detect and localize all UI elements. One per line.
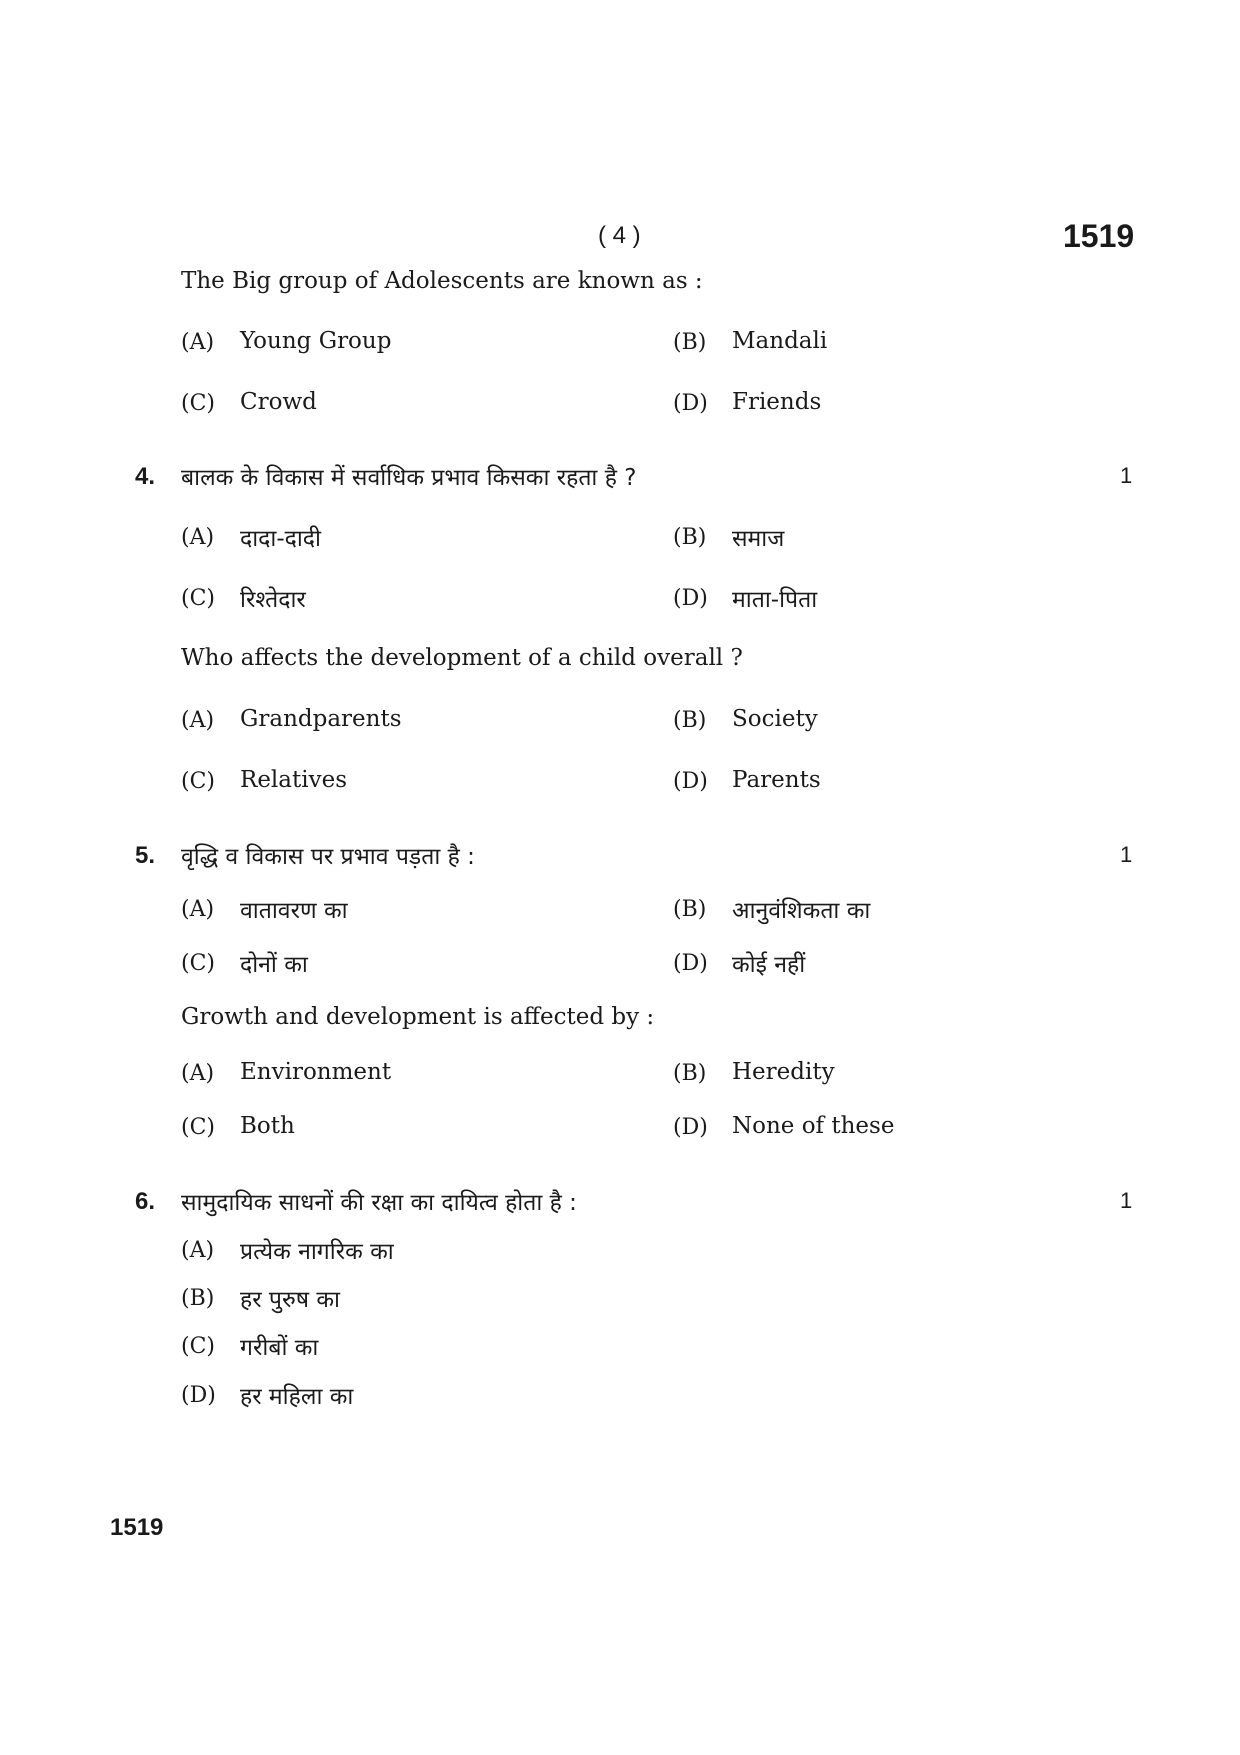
option-label: (D) [673, 586, 708, 611]
option-label: (A) [181, 525, 215, 550]
option-label: (C) [181, 391, 215, 416]
option-text: माता-पिता [732, 587, 818, 613]
option-text: दोनों का [240, 952, 308, 978]
option-label: (A) [181, 897, 215, 922]
option-text: आनुवंशिकता का [732, 898, 871, 924]
option-text: हर महिला का [240, 1384, 354, 1410]
option-label: (B) [673, 1061, 707, 1086]
option-label: (B) [181, 1286, 215, 1311]
q4-question-en: Who affects the development of a child overall ? [181, 645, 743, 671]
option-text: प्रत्येक नागरिक का [240, 1239, 394, 1265]
option-text: गरीबों का [240, 1335, 319, 1361]
q4-question-hi: बालक के विकास में सर्वाधिक प्रभाव किसका रहता है ? [181, 465, 637, 491]
option-text: Mandali [732, 328, 828, 354]
option-label: (D) [673, 951, 708, 976]
option-label: (C) [181, 769, 215, 794]
option-label: (D) [673, 391, 708, 416]
option-text: None of these [732, 1113, 895, 1139]
q3-question-en: The Big group of Adolescents are known as : [181, 268, 703, 294]
option-label: (A) [181, 708, 215, 733]
question-number: 6. [135, 1188, 156, 1215]
option-label: (B) [673, 897, 707, 922]
option-text: Both [240, 1113, 295, 1139]
option-text: हर पुरुष का [240, 1287, 340, 1313]
option-label: (A) [181, 1238, 215, 1263]
option-label: (D) [181, 1383, 216, 1408]
option-label: (A) [181, 1061, 215, 1086]
q6-marks: 1 [1120, 1188, 1133, 1213]
option-text: वातावरण का [240, 898, 348, 924]
option-text: Environment [240, 1059, 392, 1085]
q5-marks: 1 [1120, 842, 1133, 867]
paper-code-footer: 1519 [110, 1514, 164, 1541]
option-label: (A) [181, 330, 215, 355]
option-label: (B) [673, 525, 707, 550]
option-label: (C) [181, 1115, 215, 1140]
option-label: (B) [673, 330, 707, 355]
option-text: Heredity [732, 1059, 835, 1085]
option-label: (C) [181, 951, 215, 976]
question-number: 5. [135, 842, 156, 869]
q4-marks: 1 [1120, 463, 1133, 488]
page-number: ( 4 ) [598, 222, 641, 249]
option-label: (D) [673, 769, 708, 794]
option-text: रिश्तेदार [240, 587, 306, 613]
q5-question-en: Growth and development is affected by : [181, 1004, 655, 1030]
option-text: Parents [732, 767, 821, 793]
option-text: Friends [732, 389, 822, 415]
option-text: Relatives [240, 767, 348, 793]
option-text: कोई नहीं [732, 952, 806, 978]
paper-code-header: 1519 [1063, 218, 1135, 254]
option-text: दादा-दादी [240, 526, 321, 552]
option-label: (C) [181, 1334, 215, 1359]
q5-question-hi: वृद्धि व विकास पर प्रभाव पड़ता है : [181, 844, 475, 870]
option-text: Society [732, 706, 818, 732]
option-label: (B) [673, 708, 707, 733]
option-text: समाज [732, 526, 785, 552]
q6-question-hi: सामुदायिक साधनों की रक्षा का दायित्व होता है : [181, 1190, 577, 1216]
option-text: Crowd [240, 389, 317, 415]
option-label: (C) [181, 586, 215, 611]
question-number: 4. [135, 463, 156, 490]
option-label: (D) [673, 1115, 708, 1140]
option-text: Grandparents [240, 706, 402, 732]
option-text: Young Group [240, 328, 392, 354]
